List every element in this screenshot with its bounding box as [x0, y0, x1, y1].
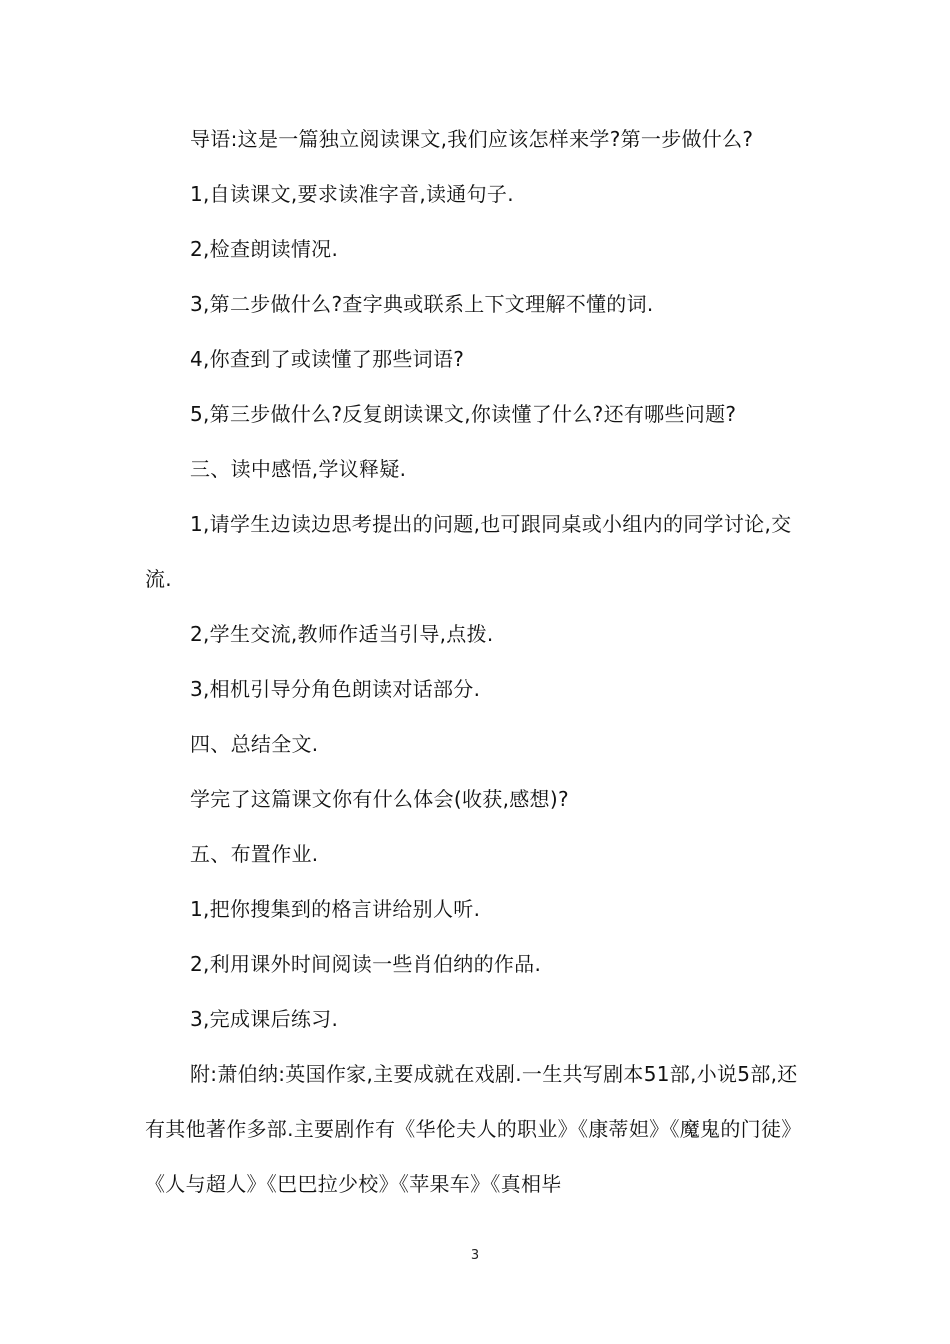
step-item-1: 1,自读课文,要求读准字音,读通句子.	[190, 182, 514, 206]
section-heading-3: 三、读中感悟,学议释疑.	[190, 457, 407, 481]
discussion-item-2: 2,学生交流,教师作适当引导,点拨.	[190, 622, 494, 646]
step-item-2: 2,检查朗读情况.	[190, 237, 339, 261]
step-item-5: 5,第三步做什么?反复朗读课文,你读懂了什么?还有哪些问题?	[190, 402, 737, 426]
homework-item-2: 2,利用课外时间阅读一些肖伯纳的作品.	[190, 952, 542, 976]
step-item-3: 3,第二步做什么?查字典或联系上下文理解不懂的词.	[190, 292, 654, 316]
section-heading-4: 四、总结全文.	[190, 732, 319, 756]
intro-paragraph: 导语:这是一篇独立阅读课文,我们应该怎样来学?第一步做什么?	[190, 127, 754, 151]
homework-item-3: 3,完成课后练习.	[190, 1007, 339, 1031]
appendix-paragraph: 附:萧伯纳:英国作家,主要成就在戏剧.一生共写剧本51部,小说5部,还有其他著作多部.主要剧作有《华伦夫人的职业》《康蒂妲》《魔鬼的门徒》《人与超人》《巴巴拉少校》《苹果车》《真相毕	[145, 1062, 802, 1196]
document-body	[145, 112, 810, 1212]
summary-question: 学完了这篇课文你有什么体会(收获,感想)?	[190, 787, 569, 811]
step-item-4: 4,你查到了或读懂了那些词语?	[190, 347, 465, 371]
discussion-item-3: 3,相机引导分角色朗读对话部分.	[190, 677, 481, 701]
section-heading-5: 五、布置作业.	[190, 842, 319, 866]
homework-item-1: 1,把你搜集到的格言讲给别人听.	[190, 897, 481, 921]
discussion-item-1: 1,请学生边读边思考提出的问题,也可跟同桌或小组内的同学讨论,交流.	[145, 512, 792, 591]
page-number: 3	[470, 1248, 480, 1263]
